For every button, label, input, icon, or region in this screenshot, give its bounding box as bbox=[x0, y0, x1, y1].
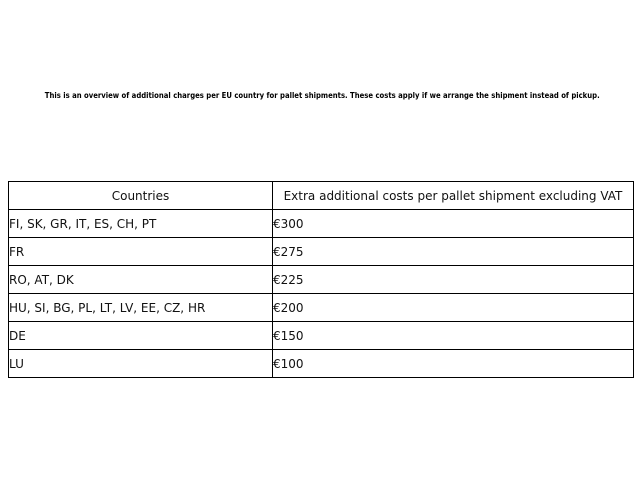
countries-cell: DE bbox=[9, 322, 273, 350]
table-row bbox=[9, 350, 634, 378]
charges-table bbox=[8, 181, 634, 378]
countries-column-header: Countries bbox=[9, 182, 273, 210]
cost-cell: €150 bbox=[273, 322, 634, 350]
cost-cell: €225 bbox=[273, 266, 634, 294]
table-row bbox=[9, 238, 634, 266]
table-header-row bbox=[9, 182, 634, 210]
cost-cell: €200 bbox=[273, 294, 634, 322]
countries-cell: LU bbox=[9, 350, 273, 378]
costs-column-header: Extra additional costs per pallet shipment excluding VAT bbox=[273, 182, 634, 210]
cost-cell: €275 bbox=[273, 238, 634, 266]
countries-cell: FI, SK, GR, IT, ES, CH, PT bbox=[9, 210, 273, 238]
table-row bbox=[9, 294, 634, 322]
table-row bbox=[9, 322, 634, 350]
countries-cell: RO, AT, DK bbox=[9, 266, 273, 294]
countries-cell: HU, SI, BG, PL, LT, LV, EE, CZ, HR bbox=[9, 294, 273, 322]
table-row bbox=[9, 210, 634, 238]
table-row bbox=[9, 266, 634, 294]
cost-cell: €300 bbox=[273, 210, 634, 238]
cost-cell: €100 bbox=[273, 350, 634, 378]
figure-note: This is an overview of additional charges per EU country for pallet shipments. These costs apply if we arrange the shipment instead of pickup. bbox=[44, 91, 600, 100]
countries-cell: FR bbox=[9, 238, 273, 266]
